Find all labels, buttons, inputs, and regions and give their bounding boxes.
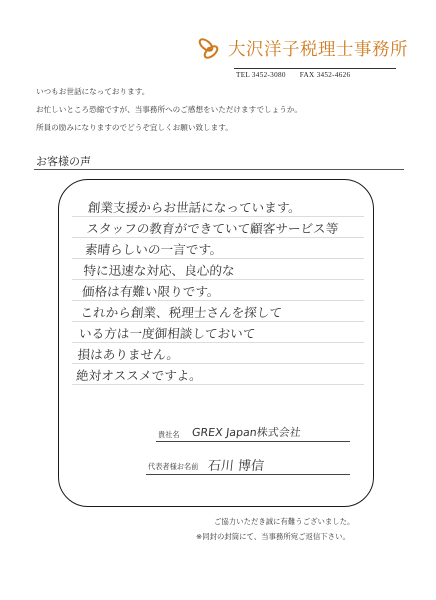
testimonial-line: 特に迅速な対応、良心的な: [82, 263, 236, 278]
thanks-text: ご協力いただき誠に有難うございました。: [214, 517, 355, 526]
company-name: GREX Japan株式会社: [191, 426, 302, 439]
testimonial-line: 創業支援からお世話になっています。: [87, 200, 302, 215]
testimonial-line: これから創業、税理士さんを探して: [80, 305, 283, 320]
office-name: 大沢洋子税理士事務所: [228, 40, 408, 60]
contact-info: [236, 71, 350, 79]
testimonial-line: スタッフの教育ができていて顧客サービス等: [85, 221, 339, 236]
representative-name: 石川 博信: [207, 459, 265, 474]
greeting-text: [36, 83, 302, 137]
testimonial-line: 損はありません。: [77, 347, 180, 362]
testimonial-text: [75, 197, 364, 386]
testimonial-line: 素晴らしいの一言です。: [84, 242, 223, 257]
greeting-line: お忙しいところ恐縮ですが、当事務所へのご感想をいただけますでしょうか。: [36, 105, 303, 114]
section-underline: [34, 169, 404, 170]
testimonial-line: いる方は一度御相談しておいて: [78, 326, 256, 341]
testimonial-line: 価格は有難い限りです。: [81, 284, 221, 299]
tel-number: TEL 3452-3080: [236, 71, 286, 79]
representative-label: 代表者様お名前: [148, 462, 199, 471]
greeting-line: いつもお世話になっております。: [36, 87, 150, 96]
fax-number: FAX 3452-4626: [299, 71, 351, 79]
header-divider: [234, 68, 396, 69]
company-label: 貴社名: [158, 430, 180, 439]
company-underline: [156, 441, 350, 442]
return-note: ※同封の封筒にて、当事務所宛ご返信下さい。: [196, 532, 350, 541]
section-title: お客様の声: [36, 155, 91, 168]
office-logo-icon: [196, 36, 222, 62]
greeting-line: 所員の励みになりますのでどうぞ宜しくお願い致します。: [36, 123, 233, 132]
testimonial-line: 絶対オススメですよ。: [75, 368, 203, 383]
representative-underline: [146, 474, 350, 475]
